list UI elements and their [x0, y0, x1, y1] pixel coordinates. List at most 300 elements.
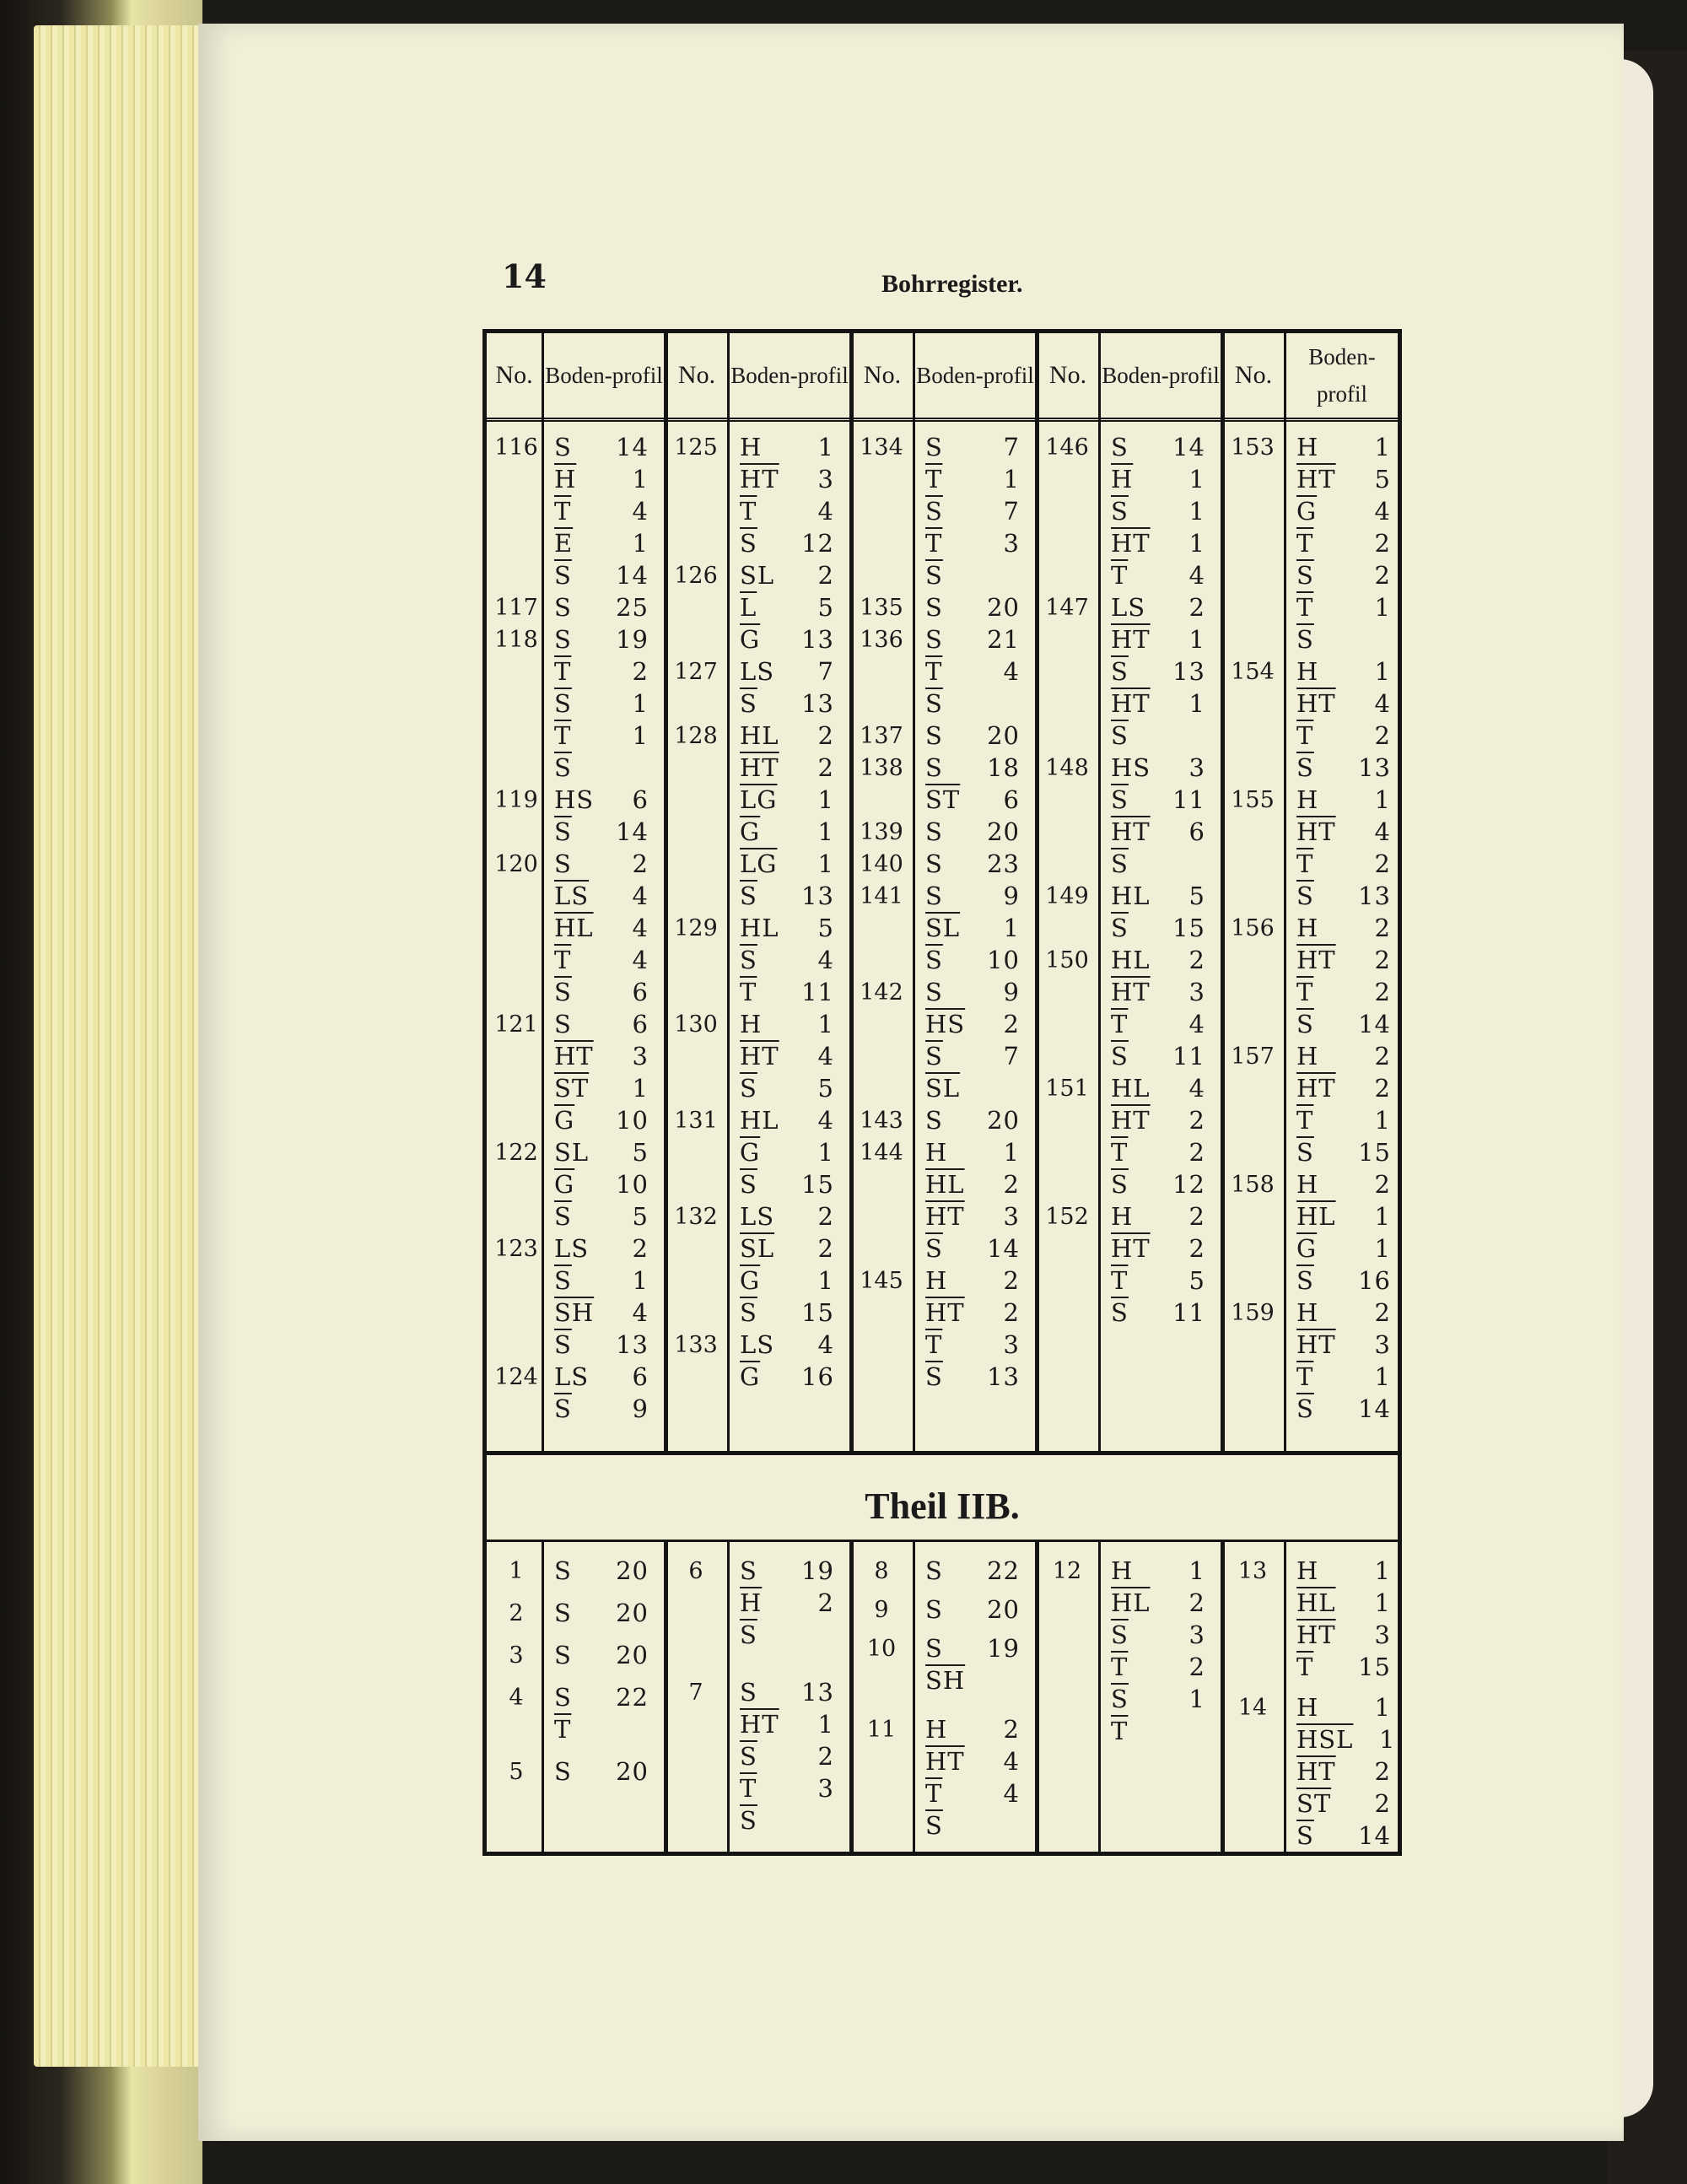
profile-layer — [554, 625, 649, 654]
soil-code: S — [554, 1683, 572, 1712]
profile-layer — [554, 849, 649, 878]
header-no-1: No. — [495, 361, 533, 389]
soil-code: HS — [1111, 753, 1151, 782]
section-title: Theil IIB. — [865, 1486, 1020, 1527]
layer-depth: 14 — [1358, 1010, 1391, 1038]
profile-layer — [740, 1042, 834, 1070]
soil-code: S — [554, 1010, 572, 1038]
layer-depth: 1 — [817, 433, 834, 461]
profile-layer — [925, 1170, 1020, 1199]
layer-depth: 6 — [632, 978, 649, 1006]
profile-layer — [554, 1757, 649, 1786]
profile-layer — [1296, 1298, 1391, 1327]
layer-depth: 7 — [1003, 1042, 1020, 1070]
profile-layer — [925, 529, 1020, 558]
profile-layer — [554, 914, 649, 942]
soil-code: $\overline{HT}$ — [554, 1042, 594, 1070]
borehole-number: 1 — [509, 1558, 524, 1584]
column-rule — [1284, 333, 1286, 1451]
header-profile-3: Boden-profil — [916, 363, 1034, 388]
layer-depth: 15 — [1172, 914, 1205, 942]
layer-depth: 1 — [817, 1266, 834, 1295]
layer-depth: 4 — [817, 1330, 834, 1359]
profile-layer — [1111, 465, 1205, 493]
soil-code: $\overline{LG}$ — [740, 785, 778, 814]
soil-code: S — [554, 849, 572, 878]
soil-code: S — [925, 1634, 943, 1663]
borehole-number: 125 — [674, 434, 718, 461]
soil-code: $\overline{SL}$ — [925, 1074, 961, 1103]
layer-depth: 1 — [1374, 1234, 1391, 1263]
soil-code: $\overline{T}$ — [1296, 1362, 1314, 1391]
soil-code: S — [740, 1556, 757, 1585]
profile-layer — [1111, 433, 1205, 461]
profile-layer — [925, 914, 1020, 942]
layer-depth: 15 — [1358, 1653, 1391, 1681]
soil-code: $\overline{T}$ — [1296, 1106, 1314, 1135]
layer-depth: 1 — [1374, 1362, 1391, 1391]
layer-depth: 1 — [1374, 1693, 1391, 1722]
layer-depth: 6 — [632, 1010, 649, 1038]
profile-layer — [1111, 1653, 1205, 1681]
soil-code: $\overline{HT}$ — [740, 753, 779, 782]
layer-depth: 6 — [632, 1362, 649, 1391]
layer-depth: 1 — [1188, 529, 1205, 558]
soil-code: $\overline{H}$ — [740, 1588, 763, 1617]
soil-code: $\overline{HT}$ — [1296, 689, 1336, 718]
layer-depth: 2 — [1374, 1074, 1391, 1103]
soil-code: S — [925, 1556, 943, 1585]
borehole-number: 154 — [1231, 659, 1275, 685]
soil-code: S — [554, 1599, 572, 1627]
borehole-number: 124 — [494, 1364, 538, 1390]
layer-depth: 9 — [632, 1394, 649, 1423]
soil-code: H — [925, 1715, 948, 1744]
layer-depth: 1 — [632, 1074, 649, 1103]
profile-layer — [1296, 785, 1391, 814]
profile-layer — [1111, 946, 1205, 974]
soil-code: $\overline{S}$ — [554, 978, 572, 1006]
profile-layer — [1296, 1620, 1391, 1649]
soil-code: H — [1111, 1202, 1134, 1231]
layer-depth: 1 — [817, 1710, 834, 1739]
layer-depth: 5 — [1374, 465, 1391, 493]
soil-code: H — [1296, 914, 1319, 942]
layer-depth: 4 — [1003, 657, 1020, 686]
profile-layer — [1111, 689, 1205, 718]
layer-depth: 2 — [1003, 1010, 1020, 1038]
borehole-number: 159 — [1231, 1300, 1275, 1326]
profile-layer — [1296, 914, 1391, 942]
borehole-number: 134 — [860, 434, 903, 461]
layer-depth: 6 — [632, 785, 649, 814]
layer-depth: 1 — [1374, 433, 1391, 461]
column-rule — [1035, 1541, 1039, 1852]
soil-code: LS — [740, 1330, 775, 1359]
layer-depth: 4 — [1003, 1779, 1020, 1808]
profile-layer — [1111, 1074, 1205, 1103]
profile-layer — [1111, 1298, 1205, 1327]
profile-layer — [740, 1234, 834, 1263]
profile-layer — [1111, 1620, 1205, 1649]
layer-depth: 1 — [1188, 465, 1205, 493]
layer-depth: 4 — [632, 914, 649, 942]
soil-code: $\overline{S}$ — [1111, 657, 1129, 686]
layer-depth: 1 — [1003, 914, 1020, 942]
soil-code: $\overline{T}$ — [1111, 1266, 1129, 1295]
layer-depth: 5 — [1188, 882, 1205, 910]
layer-depth: 1 — [632, 1266, 649, 1295]
profile-layer — [1296, 1330, 1391, 1359]
layer-depth: 18 — [987, 753, 1020, 782]
layer-depth: 5 — [817, 593, 834, 622]
soil-code: $\overline{HT}$ — [1111, 817, 1151, 846]
soil-code: $\overline{T}$ — [1111, 1138, 1129, 1167]
layer-depth: 5 — [817, 1074, 834, 1103]
layer-depth: 2 — [1188, 1106, 1205, 1135]
layer-depth: 2 — [632, 1234, 649, 1263]
soil-code: $\overline{S}$ — [925, 1362, 943, 1391]
soil-code: $\overline{HT}$ — [1111, 1106, 1151, 1135]
layer-depth: 1 — [1378, 1725, 1396, 1754]
soil-code: $\overline{G}$ — [740, 817, 761, 846]
soil-code: $\overline{SL}$ — [740, 1234, 775, 1263]
layer-depth: 13 — [801, 882, 834, 910]
layer-depth: 16 — [1358, 1266, 1391, 1295]
profile-layer — [1111, 657, 1205, 686]
profile-layer — [740, 1138, 834, 1167]
borehole-number: 155 — [1231, 787, 1275, 813]
soil-code: $\overline{E}$ — [554, 529, 574, 558]
layer-depth: 4 — [1374, 817, 1391, 846]
soil-code: $\overline{S}$ — [1296, 1266, 1314, 1295]
layer-depth: 25 — [616, 593, 649, 622]
layer-depth: 1 — [817, 1010, 834, 1038]
borehole-number: 123 — [494, 1236, 538, 1262]
profile-layer — [925, 1779, 1020, 1808]
layer-depth: 13 — [1172, 657, 1205, 686]
profile-layer — [740, 946, 834, 974]
profile-layer — [1296, 946, 1391, 974]
layer-depth: 11 — [1172, 1042, 1205, 1070]
layer-depth: 1 — [1188, 689, 1205, 718]
layer-depth: 21 — [987, 625, 1020, 654]
soil-code: S — [740, 1678, 757, 1707]
profile-layer — [1296, 882, 1391, 910]
soil-code: $\overline{S}$ — [1111, 721, 1129, 750]
header-no-2: No. — [677, 361, 716, 389]
soil-code: $\overline{T}$ — [1111, 1717, 1129, 1745]
profile-layer — [1296, 1074, 1391, 1103]
soil-code: $\overline{HL}$ — [554, 914, 594, 942]
layer-depth: 4 — [1188, 1010, 1205, 1038]
layer-depth: 2 — [1188, 593, 1205, 622]
profile-layer — [1296, 1106, 1391, 1135]
soil-code: LS — [1111, 593, 1146, 622]
borehole-number: 146 — [1045, 434, 1089, 461]
profile-layer — [925, 1106, 1020, 1135]
profile-layer — [554, 785, 649, 814]
layer-depth: 7 — [817, 657, 834, 686]
layer-depth: 2 — [1188, 1653, 1205, 1681]
soil-code: $\overline{T}$ — [1296, 593, 1314, 622]
soil-code: $\overline{G}$ — [554, 1170, 575, 1199]
soil-code: $\overline{HT}$ — [1296, 946, 1336, 974]
borehole-number: 138 — [860, 755, 903, 781]
profile-layer — [925, 946, 1020, 974]
borehole-number: 14 — [1237, 1695, 1268, 1721]
profile-layer — [1111, 721, 1205, 750]
layer-depth: 2 — [632, 849, 649, 878]
layer-depth: 11 — [801, 978, 834, 1006]
profile-layer — [554, 978, 649, 1006]
page-number: 14 — [502, 257, 547, 295]
profile-layer — [554, 1202, 649, 1231]
layer-depth: 1 — [632, 721, 649, 750]
layer-depth: 1 — [1374, 593, 1391, 622]
soil-code: HL — [1111, 1074, 1151, 1103]
profile-layer — [925, 1330, 1020, 1359]
profile-layer — [1111, 593, 1205, 622]
profile-layer — [740, 1742, 834, 1771]
soil-code: $\overline{SH}$ — [554, 1298, 595, 1327]
borehole-number: 127 — [674, 659, 718, 685]
borehole-number: 149 — [1045, 883, 1089, 909]
soil-code: $\overline{S}$ — [740, 946, 757, 974]
profile-layer — [740, 914, 834, 942]
soil-code: H — [1296, 1693, 1319, 1722]
soil-code: S — [925, 721, 943, 750]
soil-code: S — [925, 1595, 943, 1624]
profile-layer — [925, 1666, 1020, 1695]
profile-layer — [1296, 1757, 1391, 1786]
profile-layer — [925, 1362, 1020, 1391]
profile-layer — [925, 849, 1020, 878]
profile-layer — [554, 753, 649, 782]
profile-layer — [1111, 1202, 1205, 1231]
profile-layer — [1111, 1042, 1205, 1070]
profile-layer — [1296, 497, 1391, 526]
profile-layer — [740, 817, 834, 846]
layer-depth: 1 — [817, 1138, 834, 1167]
soil-code: H — [1296, 657, 1319, 686]
layer-depth: 14 — [1358, 1394, 1391, 1423]
borehole-number: 148 — [1045, 755, 1089, 781]
profile-layer — [925, 1811, 1020, 1840]
soil-code: $\overline{G}$ — [740, 1362, 761, 1391]
layer-depth: 6 — [1003, 785, 1020, 814]
profile-layer — [1296, 1693, 1391, 1722]
profile-layer — [925, 1266, 1020, 1295]
soil-code: S — [925, 1106, 943, 1135]
layer-depth: 11 — [1172, 1298, 1205, 1327]
profile-layer — [554, 1266, 649, 1295]
soil-code: $\overline{T}$ — [554, 1715, 572, 1744]
borehole-number: 116 — [494, 434, 538, 461]
profile-layer — [740, 978, 834, 1006]
layer-depth: 13 — [801, 1678, 834, 1707]
soil-code: $\overline{HT}$ — [740, 1042, 779, 1070]
soil-code: S — [554, 1556, 572, 1585]
profile-layer — [1296, 1042, 1391, 1070]
layer-depth: 2 — [1374, 914, 1391, 942]
layer-depth: 2 — [1374, 1170, 1391, 1199]
profile-layer — [740, 849, 834, 878]
soil-code: $\overline{S}$ — [1111, 914, 1129, 942]
layer-depth: 4 — [632, 946, 649, 974]
profile-layer — [925, 1042, 1020, 1070]
soil-code: $\overline{S}$ — [1111, 1042, 1129, 1070]
profile-layer — [1296, 849, 1391, 878]
layer-depth: 1 — [1003, 1138, 1020, 1167]
profile-layer — [1296, 657, 1391, 686]
profile-layer — [1111, 849, 1205, 878]
layer-depth: 5 — [1188, 1266, 1205, 1295]
soil-code: H — [1111, 1556, 1134, 1585]
soil-code: $\overline{HL}$ — [1296, 1202, 1336, 1231]
borehole-number: 3 — [509, 1642, 524, 1669]
profile-layer — [1296, 625, 1391, 654]
section-divider-bottom — [487, 1540, 1398, 1542]
soil-code: $\overline{H}$ — [554, 465, 577, 493]
profile-layer — [925, 1634, 1020, 1663]
running-head: Bohrregister. — [881, 270, 1023, 298]
profile-layer — [1296, 721, 1391, 750]
soil-code: $\overline{HT}$ — [925, 1298, 965, 1327]
layer-depth: 19 — [987, 1634, 1020, 1663]
soil-code: $\overline{HT}$ — [1296, 1074, 1336, 1103]
profile-layer — [740, 593, 834, 622]
layer-depth: 3 — [1003, 529, 1020, 558]
layer-depth: 1 — [1374, 1106, 1391, 1135]
layer-depth: 2 — [1374, 721, 1391, 750]
layer-depth: 3 — [1188, 753, 1205, 782]
profile-layer — [1111, 1556, 1205, 1585]
soil-code: $\overline{T}$ — [554, 657, 572, 686]
layer-depth: 1 — [817, 785, 834, 814]
profile-layer — [740, 1678, 834, 1707]
soil-code: $\overline{S}$ — [554, 1202, 572, 1231]
soil-code: $\overline{HT}$ — [1111, 1234, 1151, 1263]
borehole-number: 151 — [1045, 1076, 1089, 1102]
profile-layer — [1111, 1588, 1205, 1617]
soil-code: $\overline{T}$ — [740, 1774, 757, 1803]
layer-depth: 13 — [987, 1362, 1020, 1391]
layer-depth: 20 — [987, 593, 1020, 622]
borehole-number: 9 — [874, 1597, 889, 1623]
profile-layer — [1296, 1362, 1391, 1391]
layer-depth: 3 — [1003, 1202, 1020, 1231]
layer-depth: 1 — [1188, 1556, 1205, 1585]
soil-code: $\overline{S}$ — [740, 1074, 757, 1103]
profile-layer — [925, 1074, 1020, 1103]
profile-layer — [925, 593, 1020, 622]
profile-layer — [554, 1394, 649, 1423]
column-rule — [849, 1541, 854, 1852]
profile-layer — [554, 657, 649, 686]
borehole-number: 142 — [860, 979, 903, 1006]
profile-layer — [925, 817, 1020, 846]
layer-depth: 4 — [817, 946, 834, 974]
layer-depth: 5 — [632, 1138, 649, 1167]
profile-layer — [554, 1715, 649, 1744]
soil-code: S — [554, 1641, 572, 1669]
soil-code: $\overline{T}$ — [925, 1330, 943, 1359]
layer-depth: 1 — [1188, 497, 1205, 526]
layer-depth: 2 — [1188, 1588, 1205, 1617]
profile-layer — [554, 1556, 649, 1585]
profile-layer — [740, 1710, 834, 1739]
profile-layer — [554, 593, 649, 622]
layer-depth: 14 — [616, 817, 649, 846]
layer-depth: 14 — [987, 1234, 1020, 1263]
profile-layer — [554, 1170, 649, 1199]
soil-code: H — [1296, 1298, 1319, 1327]
profile-layer — [1296, 593, 1391, 622]
profile-layer — [1111, 1685, 1205, 1713]
soil-code: S — [925, 978, 943, 1006]
layer-depth: 5 — [632, 1202, 649, 1231]
layer-depth: 22 — [616, 1683, 649, 1712]
profile-layer — [554, 882, 649, 910]
profile-layer — [740, 1202, 834, 1231]
soil-code: $\overline{L}$ — [740, 593, 757, 622]
profile-layer — [740, 721, 834, 750]
layer-depth: 1 — [817, 849, 834, 878]
layer-depth: 2 — [1374, 946, 1391, 974]
layer-depth: 19 — [801, 1556, 834, 1585]
profile-layer — [554, 1138, 649, 1167]
borehole-number: 120 — [494, 851, 538, 877]
borehole-number: 145 — [860, 1268, 903, 1294]
soil-code: S — [925, 849, 943, 878]
layer-depth: 2 — [1188, 1138, 1205, 1167]
profile-layer — [925, 497, 1020, 526]
soil-code: S — [554, 593, 572, 622]
profile-layer — [925, 1138, 1020, 1167]
borehole-number: 4 — [509, 1685, 524, 1711]
profile-layer — [1296, 1234, 1391, 1263]
profile-layer — [740, 1774, 834, 1803]
layer-depth: 20 — [987, 817, 1020, 846]
soil-code: $\overline{T}$ — [554, 497, 572, 526]
layer-depth: 20 — [616, 1641, 649, 1669]
column-rule — [542, 333, 544, 1451]
soil-code: $\overline{HL}$ — [1111, 1588, 1151, 1617]
profile-layer — [1296, 433, 1391, 461]
layer-depth: 2 — [817, 1202, 834, 1231]
profile-layer — [554, 465, 649, 493]
borehole-number: 2 — [509, 1600, 524, 1626]
profile-layer — [1111, 625, 1205, 654]
profile-layer — [925, 1298, 1020, 1327]
soil-code: $\overline{S}$ — [554, 753, 572, 782]
profile-layer — [1296, 1266, 1391, 1295]
profile-layer — [1111, 785, 1205, 814]
layer-depth: 3 — [817, 1774, 834, 1803]
soil-code: $\overline{T}$ — [1111, 1010, 1129, 1038]
layer-depth: 2 — [817, 753, 834, 782]
soil-code: $\overline{HL}$ — [925, 1170, 965, 1199]
soil-code: $\overline{T}$ — [740, 497, 757, 526]
stacked-page-edges — [34, 25, 211, 2067]
layer-depth: 2 — [1188, 946, 1205, 974]
borehole-number: 133 — [674, 1332, 718, 1358]
soil-code: $\overline{S}$ — [554, 689, 572, 718]
soil-code: $\overline{S}$ — [925, 497, 943, 526]
soil-code: $\overline{T}$ — [554, 721, 572, 750]
soil-code: $\overline{S}$ — [554, 817, 572, 846]
